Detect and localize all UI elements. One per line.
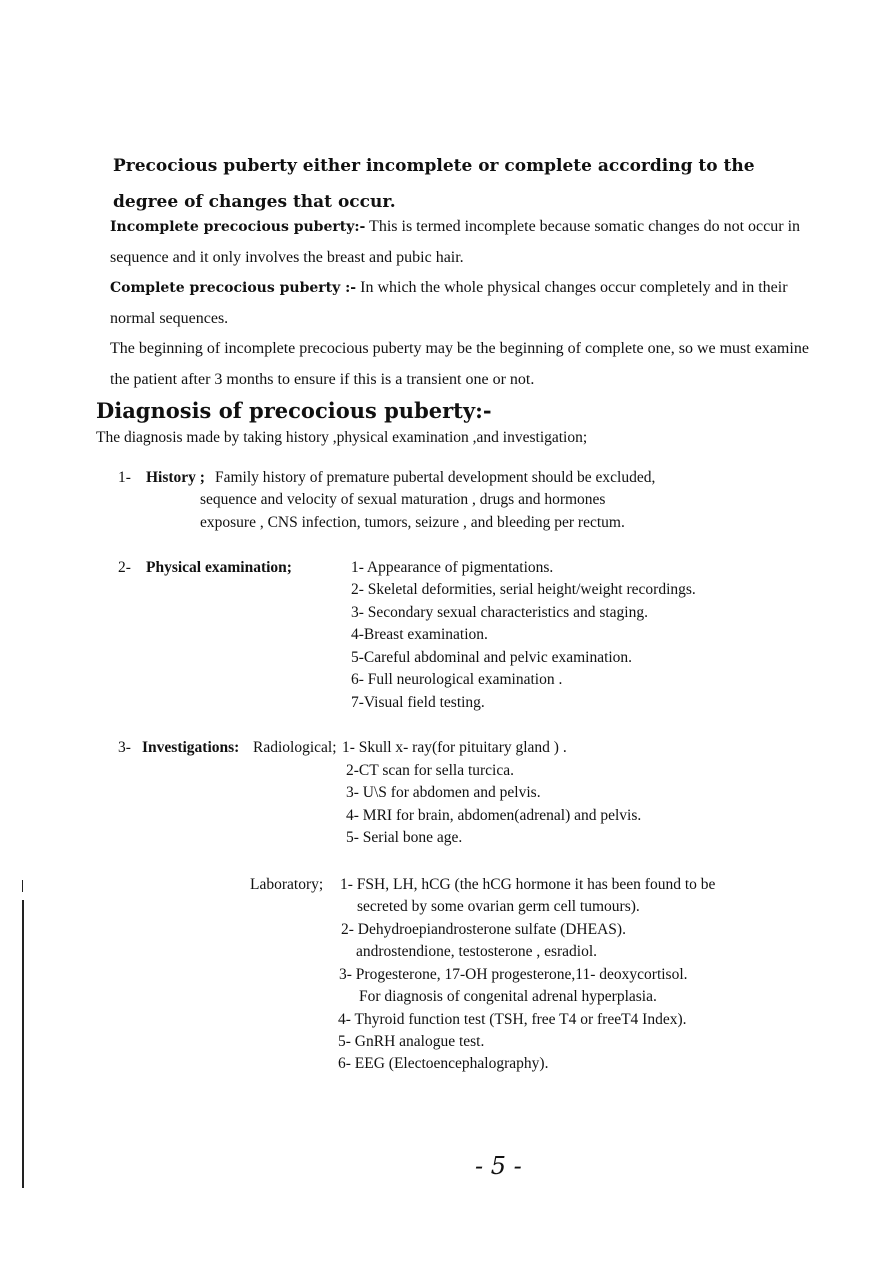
physical-item: 3- Secondary sexual characteristics and staging. (351, 604, 648, 621)
diagnosis-subtitle: The diagnosis made by taking history ,physical examination ,and investigation; (96, 429, 588, 446)
incomplete-text: This is termed incomplete because somatic changes do not occur in sequence and it only involves the breast and pubic hair. (110, 218, 801, 266)
laboratory-item: 6- EEG (Electoencephalography). (338, 1055, 549, 1072)
intro-heading: Precocious puberty either incomplete or complete according to the degree of changes that occur. (113, 156, 755, 212)
incomplete-term: Incomplete precocious puberty:- (110, 219, 366, 235)
physical-label: Physical examination; (146, 559, 292, 576)
physical-number: 2- (118, 559, 131, 576)
radiological-item: 1- Skull x- ray(for pituitary gland ) . (342, 739, 567, 756)
physical-item: 7-Visual field testing. (351, 694, 485, 711)
physical-item: 6- Full neurological examination . (351, 671, 563, 688)
investigations-label: Investigations: (142, 739, 240, 756)
history-number: 1- (118, 469, 131, 486)
laboratory-item: 3- Progesterone, 17-OH progesterone,11- deoxycortisol. (339, 966, 688, 983)
scan-edge-mark (22, 880, 23, 892)
radiological-item: 5- Serial bone age. (346, 829, 463, 846)
history-line-2: sequence and velocity of sexual maturation , drugs and hormones (200, 491, 606, 508)
laboratory-item: 5- GnRH analogue test. (338, 1033, 485, 1050)
history-line-1: Family history of premature pubertal development should be excluded, (215, 469, 656, 486)
complete-text: In which the whole physical changes occur completely and in their normal sequences. (110, 279, 788, 327)
history-label: History ; (146, 469, 205, 486)
complete-term: Complete precocious puberty :- (110, 280, 357, 296)
scan-edge-line (22, 900, 24, 1188)
physical-item: 2- Skeletal deformities, serial height/weight recordings. (351, 581, 696, 598)
physical-item: 1- Appearance of pigmentations. (351, 559, 554, 576)
diagnosis-title: Diagnosis of precocious puberty:- (96, 398, 492, 423)
laboratory-item: 1- FSH, LH, hCG (the hCG hormone it has been found to be (340, 876, 716, 893)
physical-item: 4-Breast examination. (351, 626, 488, 643)
radiological-item: 2-CT scan for sella turcica. (346, 762, 514, 779)
laboratory-label: Laboratory; (250, 876, 324, 893)
complete-paragraph (110, 273, 815, 334)
transient-note: The beginning of incomplete precocious puberty may be the beginning of complete one, so we must examine the patient after 3 months to ensure if this is a transient one or not. (110, 340, 809, 388)
radiological-item: 4- MRI for brain, abdomen(adrenal) and pelvis. (346, 807, 642, 824)
laboratory-item: For diagnosis of congenital adrenal hyperplasia. (359, 988, 657, 1005)
radiological-label: Radiological; (253, 739, 337, 756)
laboratory-item: androstendione, testosterone , esradiol. (356, 943, 598, 960)
radiological-item: 3- U\S for abdomen and pelvis. (346, 784, 541, 801)
laboratory-item: secreted by some ovarian germ cell tumours). (357, 898, 640, 915)
laboratory-item: 2- Dehydroepiandrosterone sulfate (DHEAS). (341, 921, 626, 938)
laboratory-item: 4- Thyroid function test (TSH, free T4 or freeT4 Index). (338, 1011, 687, 1028)
incomplete-paragraph (110, 212, 815, 273)
page-number: - 5 - (475, 1152, 522, 1180)
history-line-3: exposure , CNS infection, tumors, seizure , and bleeding per rectum. (200, 514, 625, 531)
investigations-number: 3- (118, 739, 131, 756)
physical-item: 5-Careful abdominal and pelvic examination. (351, 649, 633, 666)
